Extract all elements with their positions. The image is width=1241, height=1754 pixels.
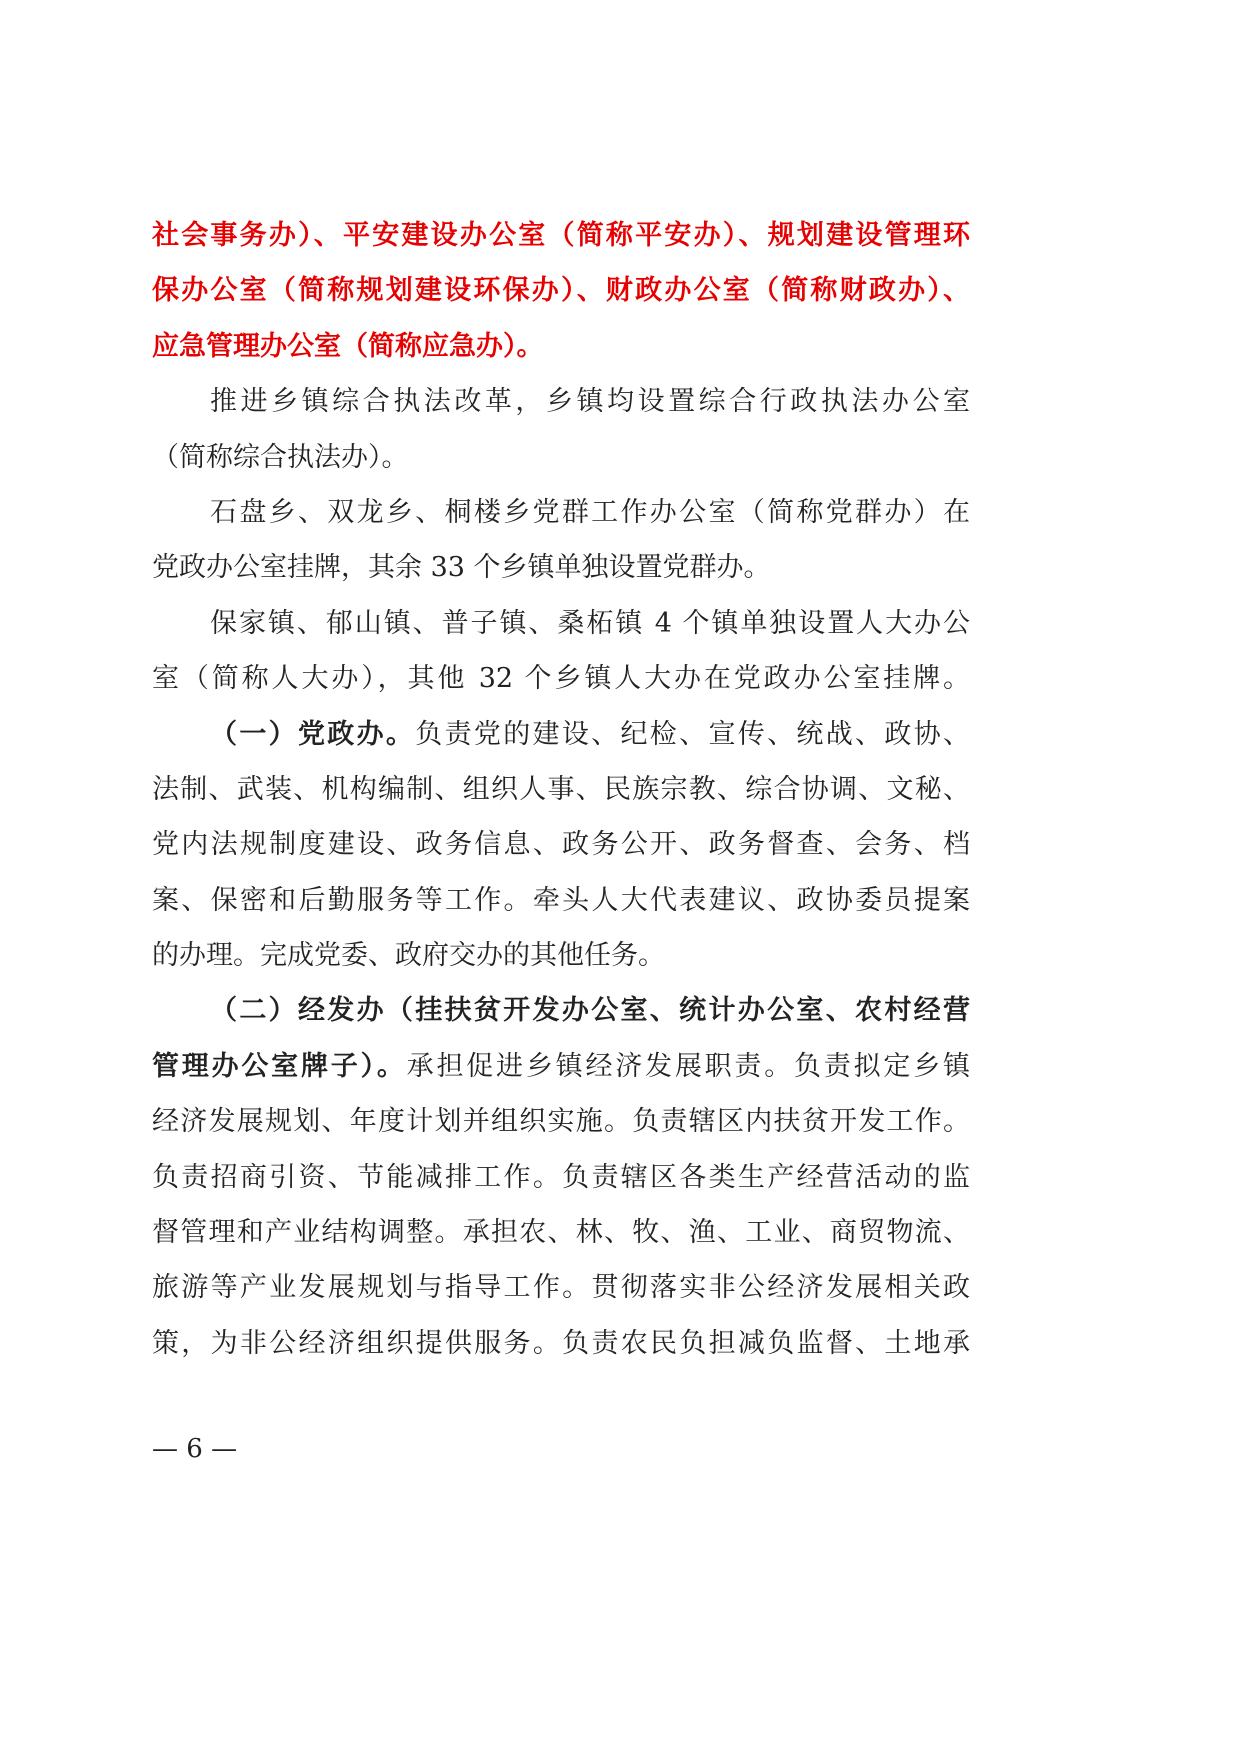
text-line: 保办公室（简称规划建设环保办）、财政办公室（简称财政办）、	[152, 275, 970, 307]
text-line: 旅游等产业发展规划与指导工作。贯彻落实非公经济发展相关政	[152, 1272, 970, 1304]
text-line: 室（简称人大办），其他 32 个乡镇人大办在党政办公室挂牌。	[152, 663, 970, 695]
text-line: （简称综合执法办）。	[152, 441, 409, 473]
document-body	[152, 208, 970, 1371]
text-line: 经济发展规划、年度计划并组织实施。负责辖区内扶贫开发工作。	[152, 1106, 970, 1138]
text-line: 督管理和产业结构调整。承担农、林、牧、渔、工业、商贸物流、	[152, 1217, 970, 1249]
text-line: 推进乡镇综合执法改革，乡镇均设置综合行政执法办公室	[210, 386, 970, 418]
page-number: — 6 —	[152, 1434, 238, 1464]
text-line: 案、保密和后勤服务等工作。牵头人大代表建议、政协委员提案	[152, 884, 970, 916]
text-line: 社会事务办）、平安建设办公室（简称平安办）、规划建设管理环	[152, 220, 970, 251]
text-run: 负责党的建设、纪检、宣传、统战、政协、	[415, 718, 971, 750]
section-heading: （二）经发办（挂扶贫开发办公室、统计办公室、农村经营	[210, 995, 970, 1027]
text-run: 承担促进乡镇经济发展职责。负责拟定乡镇	[406, 1050, 971, 1082]
text-line	[152, 1039, 970, 1094]
section-heading: 管理办公室牌子）。	[152, 1050, 407, 1082]
text-line: 策，为非公经济组织提供服务。负责农民负担减负监督、土地承	[152, 1327, 970, 1359]
text-line: 保家镇、郁山镇、普子镇、桑柘镇 4 个镇单独设置人大办公	[210, 607, 970, 639]
text-line: 应急管理办公室（简称应急办）。	[152, 330, 544, 362]
text-line: 石盘乡、双龙乡、桐楼乡党群工作办公室（简称党群办）在	[210, 496, 970, 528]
text-line: 党政办公室挂牌，其余 33 个乡镇单独设置党群办。	[152, 552, 771, 584]
text-line: 法制、武装、机构编制、组织人事、民族宗教、综合协调、文秘、	[152, 773, 970, 805]
text-line	[152, 983, 970, 1038]
text-line: 的办理。完成党委、政府交办的其他任务。	[152, 940, 665, 972]
text-line	[152, 707, 970, 762]
text-line: 负责招商引资、节能减排工作。负责辖区各类生产经营活动的监	[152, 1161, 970, 1193]
section-heading: （一）党政办。	[210, 718, 416, 750]
text-line: 党内法规制度建设、政务信息、政务公开、政务督查、会务、档	[152, 829, 970, 861]
